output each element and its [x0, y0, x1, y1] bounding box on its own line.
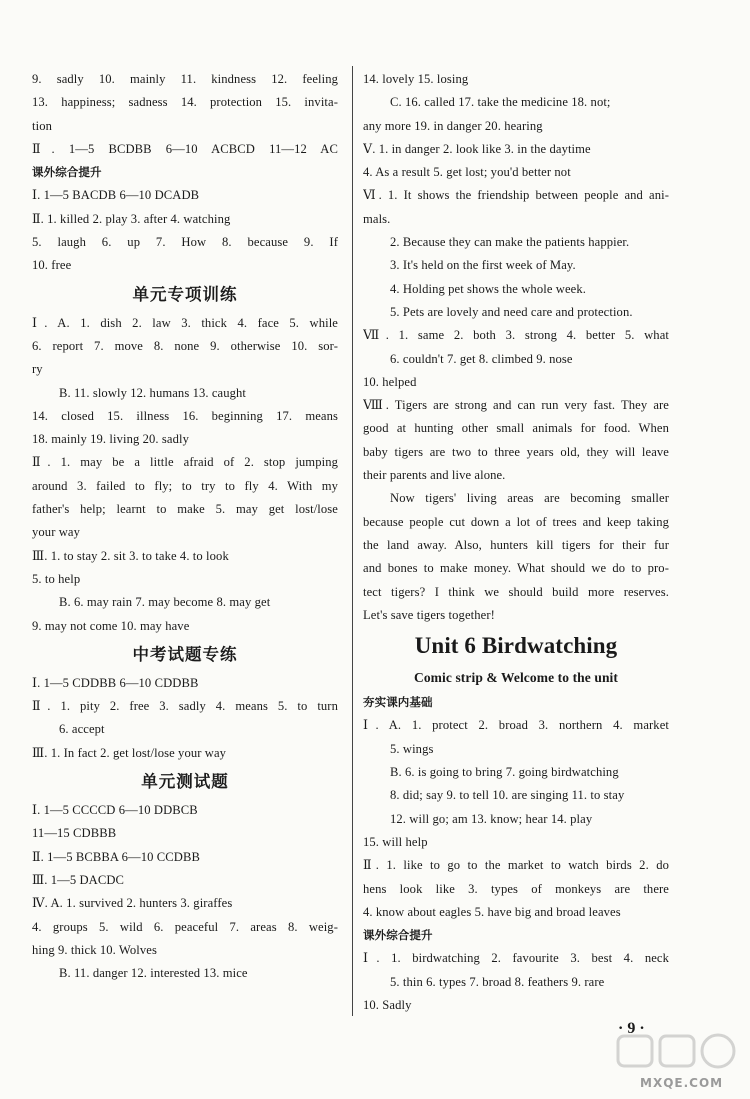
right-line: 15. will help	[363, 834, 428, 849]
right-line: baby tigers are two to three years old, they will leave	[363, 444, 669, 459]
right-line: 5. wings	[390, 741, 434, 756]
left-line: 单元测试题	[141, 772, 229, 792]
right-line: Now tigers' living areas are becoming smaller	[390, 491, 669, 506]
left-line: Ⅰ. 1—5 CDDBB 6—10 CDDBB	[32, 675, 199, 690]
left-line: Ⅱ. 1. killed 2. play 3. after 4. watching	[32, 211, 231, 226]
right-line: 6. couldn't 7. get 8. climbed 9. nose	[390, 351, 573, 366]
left-line: 10. free	[32, 258, 72, 273]
left-line: Ⅳ. A. 1. survived 2. hunters 3. giraffes	[32, 896, 233, 911]
left-line: 14. closed 15. illness 16. beginning 17. means	[32, 408, 338, 423]
left-line: B. 6. may rain 7. may become 8. may get	[59, 595, 271, 610]
left-line: ry	[32, 362, 43, 377]
left-line: Ⅱ. 1. pity 2. free 3. sadly 4. means 5. to turn	[32, 699, 338, 714]
left-line: 4. groups 5. wild 6. peaceful 7. areas 8. weig-	[32, 919, 338, 934]
right-line: 3. It's held on the first week of May.	[390, 258, 576, 273]
right-line: 5. Pets are lovely and need care and protection.	[390, 304, 633, 319]
left-line: Ⅰ. 1—5 BACDB 6—10 DCADB	[32, 188, 200, 203]
right-line: 8. did; say 9. to tell 10. are singing 11. to stay	[390, 788, 625, 803]
left-line: 18. mainly 19. living 20. sadly	[32, 432, 190, 447]
left-line: 6. report 7. move 8. none 9. otherwise 10. sor-	[32, 338, 338, 353]
left-line: father's help; learnt to make 5. may get lost/lose	[32, 502, 338, 517]
right-line: 4. Holding pet shows the whole week.	[390, 281, 586, 296]
right-line: 夯实课内基础	[363, 695, 433, 710]
left-line: around 3. failed to fly; to try to fly 4. With my	[32, 478, 338, 493]
left-line: 单元专项训练	[132, 284, 238, 304]
right-line: Ⅵ. 1. It shows the friendship between people and ani-	[363, 188, 669, 203]
left-line: 13. happiness; sadness 14. protection 15. invita-	[32, 95, 338, 110]
column-divider	[352, 66, 353, 1016]
right-line: their parents and live alone.	[363, 468, 506, 483]
right-line: 12. will go; am 13. know; hear 14. play	[390, 811, 593, 826]
right-line: 14. lovely 15. losing	[363, 72, 469, 86]
right-line: Ⅶ. 1. same 2. both 3. strong 4. better 5. what	[363, 328, 669, 343]
left-line: Ⅲ. 1. to stay 2. sit 3. to take 4. to look	[32, 548, 229, 563]
right-line: tect tigers? I think we should build more reserves.	[363, 584, 669, 599]
right-line: B. 6. is going to bring 7. going birdwatching	[390, 765, 619, 780]
right-line: Let's save tigers together!	[363, 607, 495, 622]
left-line: your way	[32, 525, 81, 540]
right-line: any more 19. in danger 20. hearing	[363, 118, 543, 133]
left-line: B. 11. danger 12. interested 13. mice	[59, 966, 248, 981]
right-line: 5. thin 6. types 7. broad 8. feathers 9. rare	[390, 974, 605, 989]
right-line: and bones to make money. What should we do to pro-	[363, 561, 669, 576]
right-line: 10. Sadly	[363, 997, 412, 1012]
right-line: Unit 6 Birdwatching	[414, 633, 618, 659]
left-line: 9. sadly 10. mainly 11. kindness 12. feeling	[32, 72, 338, 86]
right-line: C. 16. called 17. take the medicine 18. not;	[390, 95, 611, 110]
right-line: because people cut down a lot of trees and keep taking	[363, 514, 669, 529]
left-line: 5. to help	[32, 571, 81, 586]
right-line: mals.	[363, 211, 391, 226]
left-line: 课外综合提升	[32, 165, 102, 180]
right-line: 2. Because they can make the patients happier.	[390, 235, 630, 250]
left-line: Ⅱ. 1. may be a little afraid of 2. stop jumping	[32, 455, 338, 470]
left-line: 11—15 CDBBB	[32, 826, 117, 841]
right-line: Ⅱ. 1. like to go to the market to watch birds 2. do	[363, 858, 669, 873]
left-line: Ⅲ. 1. In fact 2. get lost/lose your way	[32, 745, 227, 760]
left-line: Ⅲ. 1—5 DACDC	[32, 872, 125, 887]
left-line: B. 11. slowly 12. humans 13. caught	[59, 385, 247, 400]
left-line: Ⅰ. A. 1. dish 2. law 3. thick 4. face 5. while	[32, 315, 338, 330]
right-line: Ⅰ. 1. birdwatching 2. favourite 3. best 4. neck	[363, 951, 669, 966]
right-line: 4. As a result 5. get lost; you'd better not	[363, 165, 571, 180]
right-line: Ⅰ. A. 1. protect 2. broad 3. northern 4. market	[363, 718, 669, 733]
left-line: 中考试题专练	[132, 644, 238, 664]
left-line: hing 9. thick 10. Wolves	[32, 942, 157, 957]
left-column	[32, 68, 338, 985]
right-line: hens look like 3. types of monkeys are there	[363, 881, 669, 896]
left-line: Ⅱ. 1—5 BCDBB 6—10 ACBCD 11—12 AC	[32, 141, 338, 156]
right-line: Ⅷ. Tigers are strong and can run very fast. They are	[363, 398, 669, 413]
left-line: 5. laugh 6. up 7. How 8. because 9. If	[32, 235, 338, 250]
left-line: 9. may not come 10. may have	[32, 618, 190, 633]
left-line: Ⅰ. 1—5 CCCCD 6—10 DDBCB	[32, 803, 198, 818]
right-line: Comic strip & Welcome to the unit	[413, 670, 619, 686]
left-line: 6. accept	[59, 722, 105, 737]
right-line: 课外综合提升	[363, 928, 433, 943]
right-line: the land away. Also, hunters kill tigers for their fur	[363, 537, 669, 552]
right-line: 4. know about eagles 5. have big and broad leaves	[363, 904, 621, 919]
right-line: good at hunting other small animals for food. When	[363, 421, 669, 436]
right-line: Ⅴ. 1. in danger 2. look like 3. in the daytime	[363, 141, 591, 156]
right-column	[363, 68, 669, 1017]
left-line: Ⅱ. 1—5 BCBBA 6—10 CCDBB	[32, 849, 200, 864]
watermark-text: MXQE.COM	[640, 1076, 724, 1090]
right-line: 10. helped	[363, 374, 417, 389]
page-number: · 9 ·	[618, 1020, 645, 1037]
left-line: tion	[32, 118, 52, 133]
